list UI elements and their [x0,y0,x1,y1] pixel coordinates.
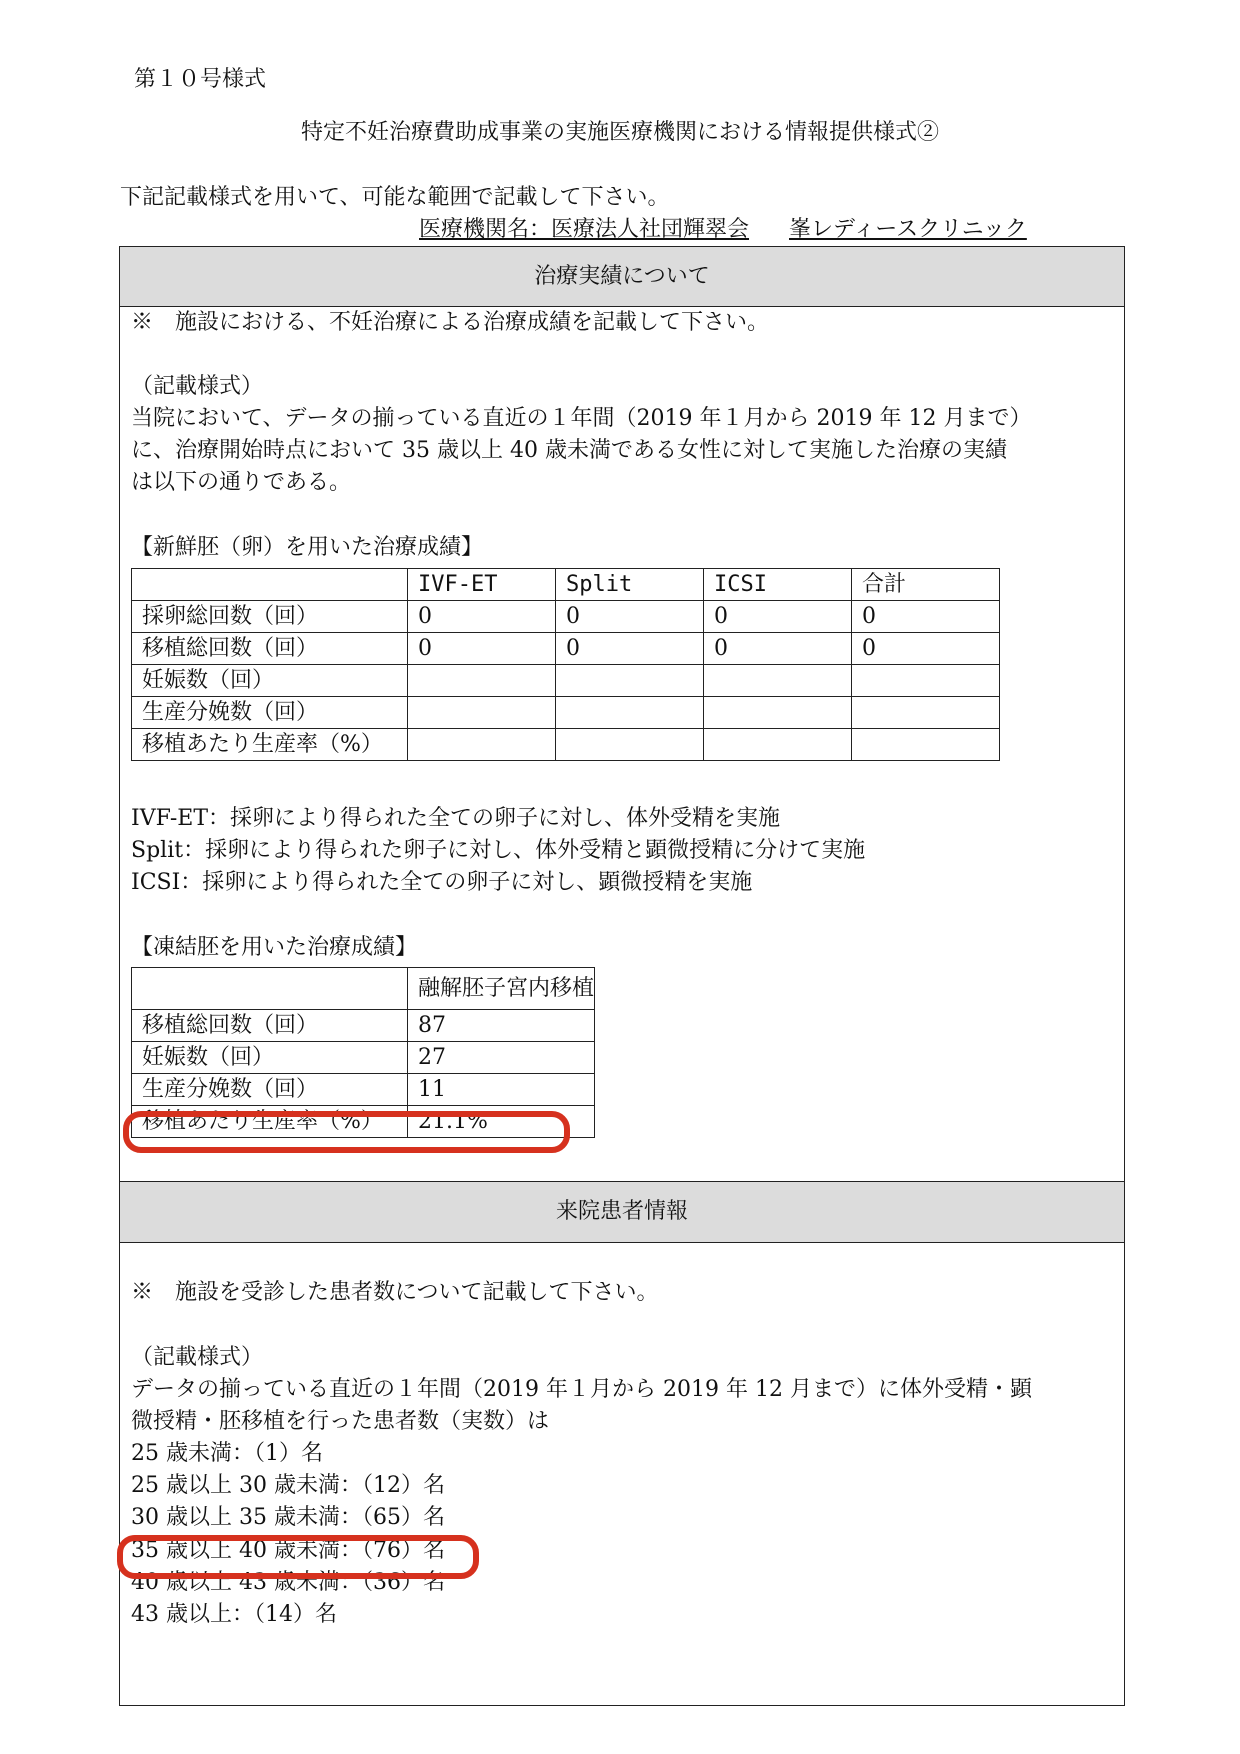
column-thawed-transfer: 融解胚子宮内移植 [408,968,595,1010]
row-label: 移植あたり生産率（%） [132,1106,408,1138]
form-number: 第１０号様式 [134,67,267,92]
patients-desc-line-1: データの揃っている直近の１年間（2019 年１月から 2019 年 12 月まで）に体外受精・顕 [131,1377,1032,1402]
table-cell: 0 [704,601,852,633]
table-row [132,729,1000,761]
table-header-row [132,968,595,1010]
row-label: 移植総回数（回） [132,633,408,665]
table-cell [556,697,704,729]
institution-name: 峯レディースクリニック [789,217,1027,242]
table-cell: 0 [408,633,556,665]
institution-line [419,214,1027,246]
patients-desc-line-2: 微授精・胚移植を行った患者数（実数）は [131,1409,550,1434]
table-header-cell [132,569,408,601]
table-row [132,697,1000,729]
instruction-text: 下記記載様式を用いて、可能な範囲で記載して下さい。 [120,185,670,210]
treatment-note: ※ 施設における、不妊治療による治療成績を記載して下さい。 [131,310,770,335]
frozen-table-title: 【凍結胚を用いた治療成績】 [131,935,418,960]
table-cell [704,665,852,697]
table-cell [408,697,556,729]
table-row [132,601,1000,633]
column-ivf-et: IVF-ET [408,569,556,601]
row-label: 妊娠数（回） [132,1042,408,1074]
treatment-desc-line-1: 当院において、データの揃っている直近の１年間（2019 年１月から 2019 年 12 月まで） [131,406,1032,431]
table-cell [704,729,852,761]
table-row [132,1010,595,1042]
table-header-cell [132,968,408,1010]
row-label: 生産分娩数（回） [132,1074,408,1106]
treatment-section-header: 治療実績について [120,247,1124,307]
highlight-birth-rate [123,1111,570,1153]
table-cell: 87 [408,1010,595,1042]
table-cell [408,665,556,697]
institution-label: 医療機関名：医療法人社団輝翠会 [419,217,750,242]
age-group-item: 35 歳以上 40 歳未満：（76）名 [131,1538,445,1563]
highlight-age-35-40 [117,1535,479,1579]
age-group-item: 25 歳以上 30 歳未満：（12）名 [131,1473,445,1498]
table-cell [704,697,852,729]
table-row [132,633,1000,665]
table-cell: 0 [556,601,704,633]
table-cell: 11 [408,1074,595,1106]
table-row [132,1042,595,1074]
table-cell [852,665,1000,697]
fresh-embryo-table [131,568,1000,761]
table-cell [408,729,556,761]
age-group-item: 25 歳未満：（1）名 [131,1441,323,1466]
column-icsi: ICSI [704,569,852,601]
row-label: 移植あたり生産率（%） [132,729,408,761]
treatment-desc-line-2: に、治療開始時点において 35 歳以上 40 歳未満である女性に対して実施した治療の実績 [131,438,1007,463]
fresh-table-title: 【新鮮胚（卵）を用いた治療成績】 [131,535,484,560]
table-cell: 0 [556,633,704,665]
table-cell: 0 [852,601,1000,633]
table-cell: 21.1% [408,1106,595,1138]
row-label: 生産分娩数（回） [132,697,408,729]
patients-format-label: （記載様式） [131,1345,264,1370]
age-group-item: 43 歳以上：（14）名 [131,1602,337,1627]
definition-icsi: ICSI：採卵により得られた全ての卵子に対し、顕微授精を実施 [131,870,753,895]
row-label: 妊娠数（回） [132,665,408,697]
patients-note: ※ 施設を受診した患者数について記載して下さい。 [131,1280,659,1305]
table-cell [556,665,704,697]
table-row [132,665,1000,697]
definition-ivf-et: IVF-ET：採卵により得られた全ての卵子に対し、体外受精を実施 [131,806,781,831]
treatment-desc-line-3: は以下の通りである。 [131,470,352,495]
row-label: 移植総回数（回） [132,1010,408,1042]
treatment-format-label: （記載様式） [131,374,264,399]
definition-split: Split：採卵により得られた卵子に対し、体外受精と顕微授精に分けて実施 [131,838,866,863]
row-label: 採卵総回数（回） [132,601,408,633]
age-group-item: 40 歳以上 43 歳未満：（36）名 [131,1570,445,1595]
table-cell [852,729,1000,761]
report-box [119,246,1125,1706]
table-cell: 0 [704,633,852,665]
table-cell: 0 [852,633,1000,665]
document-title: 特定不妊治療費助成事業の実施医療機関における情報提供様式② [300,120,939,145]
table-cell: 0 [408,601,556,633]
age-group-item: 30 歳以上 35 歳未満：（65）名 [131,1505,445,1530]
column-total: 合計 [852,569,1000,601]
table-row [132,1074,595,1106]
table-cell: 27 [408,1042,595,1074]
table-cell [852,697,1000,729]
table-header-row [132,569,1000,601]
patient-section-header: 来院患者情報 [120,1181,1124,1243]
column-split: Split [556,569,704,601]
table-cell [556,729,704,761]
